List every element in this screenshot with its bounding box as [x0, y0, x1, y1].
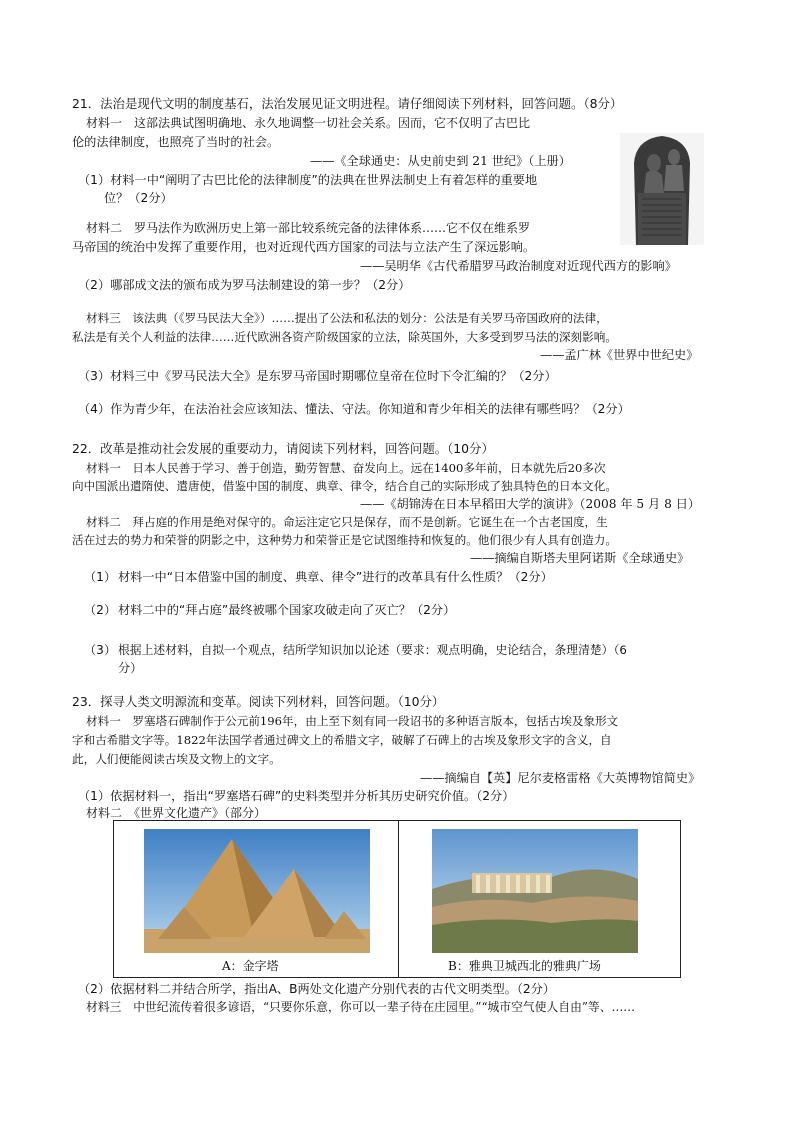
q23-sub2: （2）依据材料二并结合所学，指出A、B两处文化遗产分别代表的古代文明类型。（2分）	[78, 982, 556, 996]
q22-material2-source: ——摘编自斯塔夫里阿诺斯《全球通史》	[470, 551, 690, 565]
pyramids-image	[144, 829, 370, 953]
q22-sub3-number: （3）	[84, 643, 117, 657]
q23-heading: 23．探寻人类文明源流和变革。阅读下列材料，回答问题。（10分）	[72, 694, 445, 709]
q21-material3-source: ——孟广林《世界中世纪史》	[540, 348, 699, 362]
q21-material2-line2: 马帝国的统治中发挥了重要作用，也对近现代西方国家的司法与立法产生了深远影响。	[72, 240, 536, 254]
q23-material1-line3: 此，人们便能阅读古埃及文物上的文字。	[72, 752, 281, 766]
q21-sub2: （2）哪部成文法的颁布成为罗马法制建设的第一步？（2分）	[78, 278, 411, 292]
q21-sub4: （4）作为青少年，在法治社会应该知法、懂法、守法。你知道和青少年相关的法律有哪些吗？（2分）	[78, 402, 630, 416]
q23-material2-label: 材料二 《世界文化遗产》（部分）	[86, 806, 267, 820]
q23-material1-source: ——摘编自【英】尼尔麦格雷格《大英博物馆简史》	[420, 771, 701, 785]
q23-material3-line1: 材料三 中世纪流传着很多谚语，“只要你乐意，你可以一辈子待在庄园里。”“城市空气使人自由”等、……	[86, 1000, 636, 1014]
q22-heading: 22．改革是推动社会发展的重要动力，请阅读下列材料，回答问题。（10分）	[72, 441, 494, 456]
q23-sub1: （1）依据材料一，指出“罗塞塔石碑”的史料类型并分析其历史研究价值。（2分）	[78, 789, 515, 803]
q22-material2-line2: 活在过去的势力和荣誉的阴影之中，这种势力和荣誉正是它试图维持和恢复的。他们很少有人具有创造力。	[72, 533, 617, 547]
q21-material2-line1: 材料二 罗马法作为欧洲历史上第一部比较系统完备的法律体系……它不仅在维系罗	[86, 221, 531, 235]
q22-material1-source: ——《胡锦涛在日本早稻田大学的演讲》（2008 年 5 月 8 日）	[360, 497, 701, 511]
athens-agora-image	[432, 829, 638, 953]
q22-material1-line1: 材料一 日本人民善于学习、善于创造，勤劳智慧、奋发向上。远在1400多年前，日本就先后20多次	[86, 461, 606, 475]
q22-sub2-number: （2）	[84, 603, 117, 617]
q22-sub3-line2: 分）	[118, 661, 143, 675]
q21-material3-line1: 材料三 该法典（《罗马民法大全》）……提出了公法和私法的划分：公法是有关罗马帝国政府的法律，	[86, 311, 608, 325]
q21-material1-source: ——《全球通史：从史前史到 21 世纪》（上册）	[310, 154, 571, 168]
q21-material1-line2: 伦的法律制度，也照亮了当时的社会。	[72, 135, 280, 149]
q21-material1-line1: 材料一 这部法典试图明确地、永久地调整一切社会关系。因而，它不仅明了古巴比	[86, 116, 531, 130]
q21-material2-source: ——吴明华《古代希腊罗马政治制度对近现代西方的影响》	[360, 259, 677, 273]
q21-material3-line2: 私法是有关个人利益的法律……近代欧洲各资产阶级国家的立法，除英国外，大多受到罗马法的深刻影响。	[72, 330, 617, 344]
figure-divider	[398, 821, 399, 977]
q21-sub3: （3）材料三中《罗马民法大全》是东罗马帝国时期哪位皇帝在位时下令汇编的？（2分）	[78, 369, 557, 383]
q22-sub1-text: 材料一中“日本借鉴中国的制度、典章、律令”进行的改革具有什么性质？（2分）	[118, 570, 553, 584]
q22-material1-line2: 向中国派出遣隋使、遣唐使，借鉴中国的制度、典章、律令，结合自己的实际形成了独具特色的日本文化。	[72, 479, 617, 493]
caption-a: A：金字塔	[222, 959, 279, 973]
q21-sub1-line1: （1）材料一中“阐明了古巴比伦的法律制度”的法典在世界法制史上有着怎样的重要地	[78, 173, 538, 187]
q22-material2-line1: 材料二 拜占庭的作用是绝对保守的。命运注定它只是保存，而不是创新。它诞生在一个古老国度，生	[86, 515, 608, 529]
q23-material1-line2: 字和古希腊文字等。1822年法国学者通过碑文上的希腊文字，破解了石碑上的古埃及象形文字的含义，自	[72, 733, 612, 747]
q23-material1-line1: 材料一 罗塞塔石碑制作于公元前196年，由上至下刻有同一段诏书的多种语言版本，包括古埃及象形文	[86, 714, 619, 728]
q22-sub3-line1: 根据上述材料，自拟一个观点，结所学知识加以论述（要求：观点明确，史论结合，条理清楚）（6	[118, 643, 627, 657]
caption-b: B：雅典卫城西北的雅典广场	[448, 959, 601, 973]
hammurabi-stele-image	[620, 133, 704, 245]
q21-sub1-line2: 位？（2分）	[104, 191, 173, 205]
q22-sub2-text: 材料二中的“拜占庭”最终被哪个国家攻破走向了灭亡？（2分）	[118, 603, 456, 617]
heritage-figure-table	[113, 820, 681, 978]
q22-sub1-number: （1）	[84, 570, 117, 584]
q21-heading: 21．法治是现代文明的制度基石，法治发展见证文明进程。请仔细阅读下列材料，回答问题。（8分）	[72, 96, 623, 111]
